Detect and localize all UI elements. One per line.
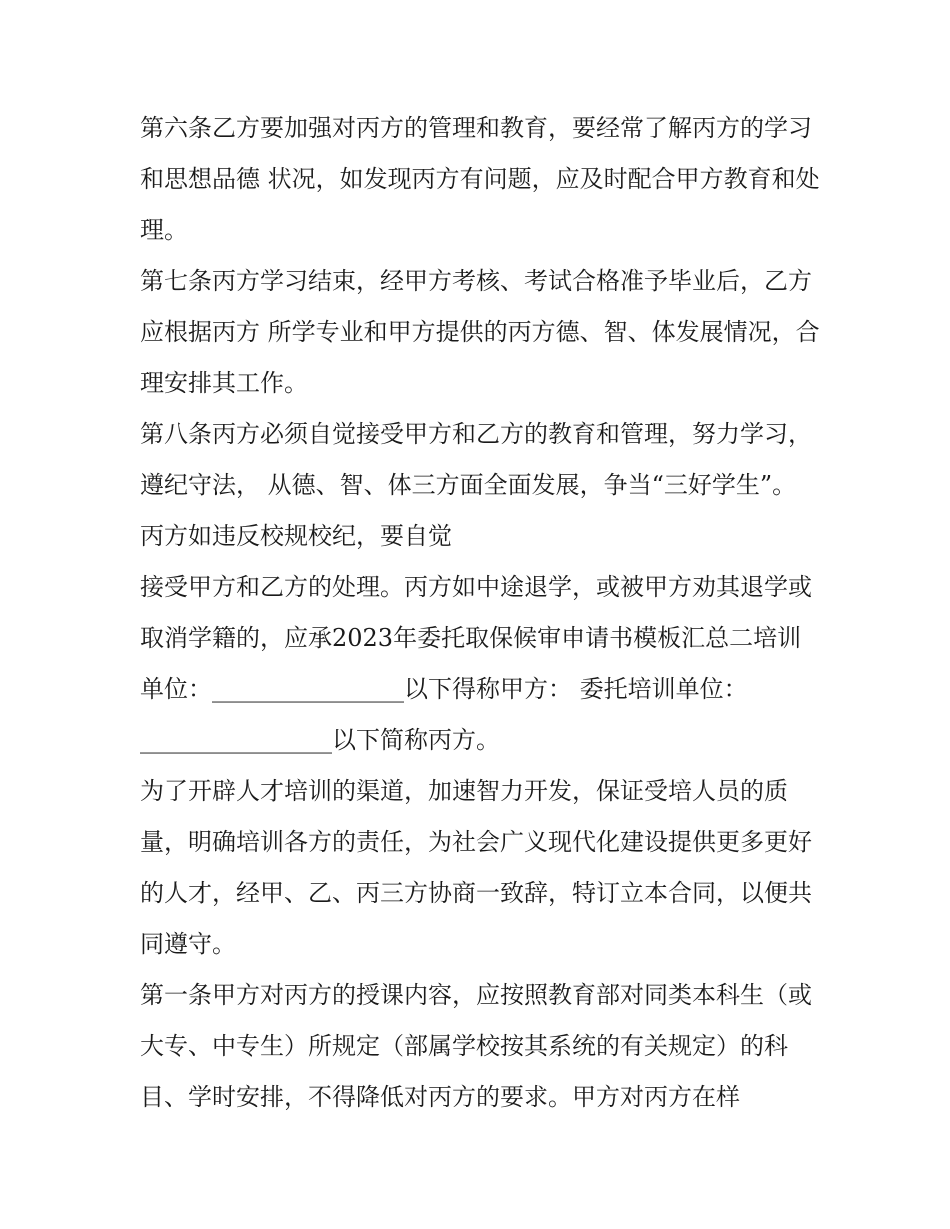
document-body (140, 103, 820, 1123)
paragraph-article-1: 第一条甲方对丙方的授课内容，应按照教育部对同类本科生（或大专、中专生）所规定（部属学校按其系统的有关规定）的科目、学时安排，不得降低对丙方的要求。甲方对丙方在样 (140, 981, 812, 1111)
paragraph-preamble: 为了开辟人才培训的渠道，加速智力开发，保证受培人员的质量，明确培训各方的责任，为社会广义现代化建设提供更多更好的人才，经甲、乙、丙三方协商一致辞，特订立本合同，以便共同遵守。 (140, 777, 812, 958)
paragraph-article-8-continued: 接受甲方和乙方的处理。丙方如中途退学，或被甲方劝其退学或取消学籍的，应承2023年委托取保候审申请书模板汇总二培训单位：________________以下得称甲方： 委托培训单位：________________以下简称丙方。 (140, 573, 812, 754)
paragraph-article-6: 第六条乙方要加强对丙方的管理和教育，要经常了解丙方的学习和思想品德 状况，如发现丙方有问题，应及时配合甲方教育和处理。 (140, 114, 820, 244)
paragraph-article-8: 第八条丙方必须自觉接受甲方和乙方的教育和管理，努力学习，遵纪守法， 从德、智、体三方面全面发展，争当“三好学生”。丙方如违反校规校纪，要自觉 (140, 420, 812, 550)
paragraph-article-7: 第七条丙方学习结束，经甲方考核、考试合格准予毕业后，乙方应根据丙方 所学专业和甲方提供的丙方德、智、体发展情况，合理安排其工作。 (140, 267, 820, 397)
